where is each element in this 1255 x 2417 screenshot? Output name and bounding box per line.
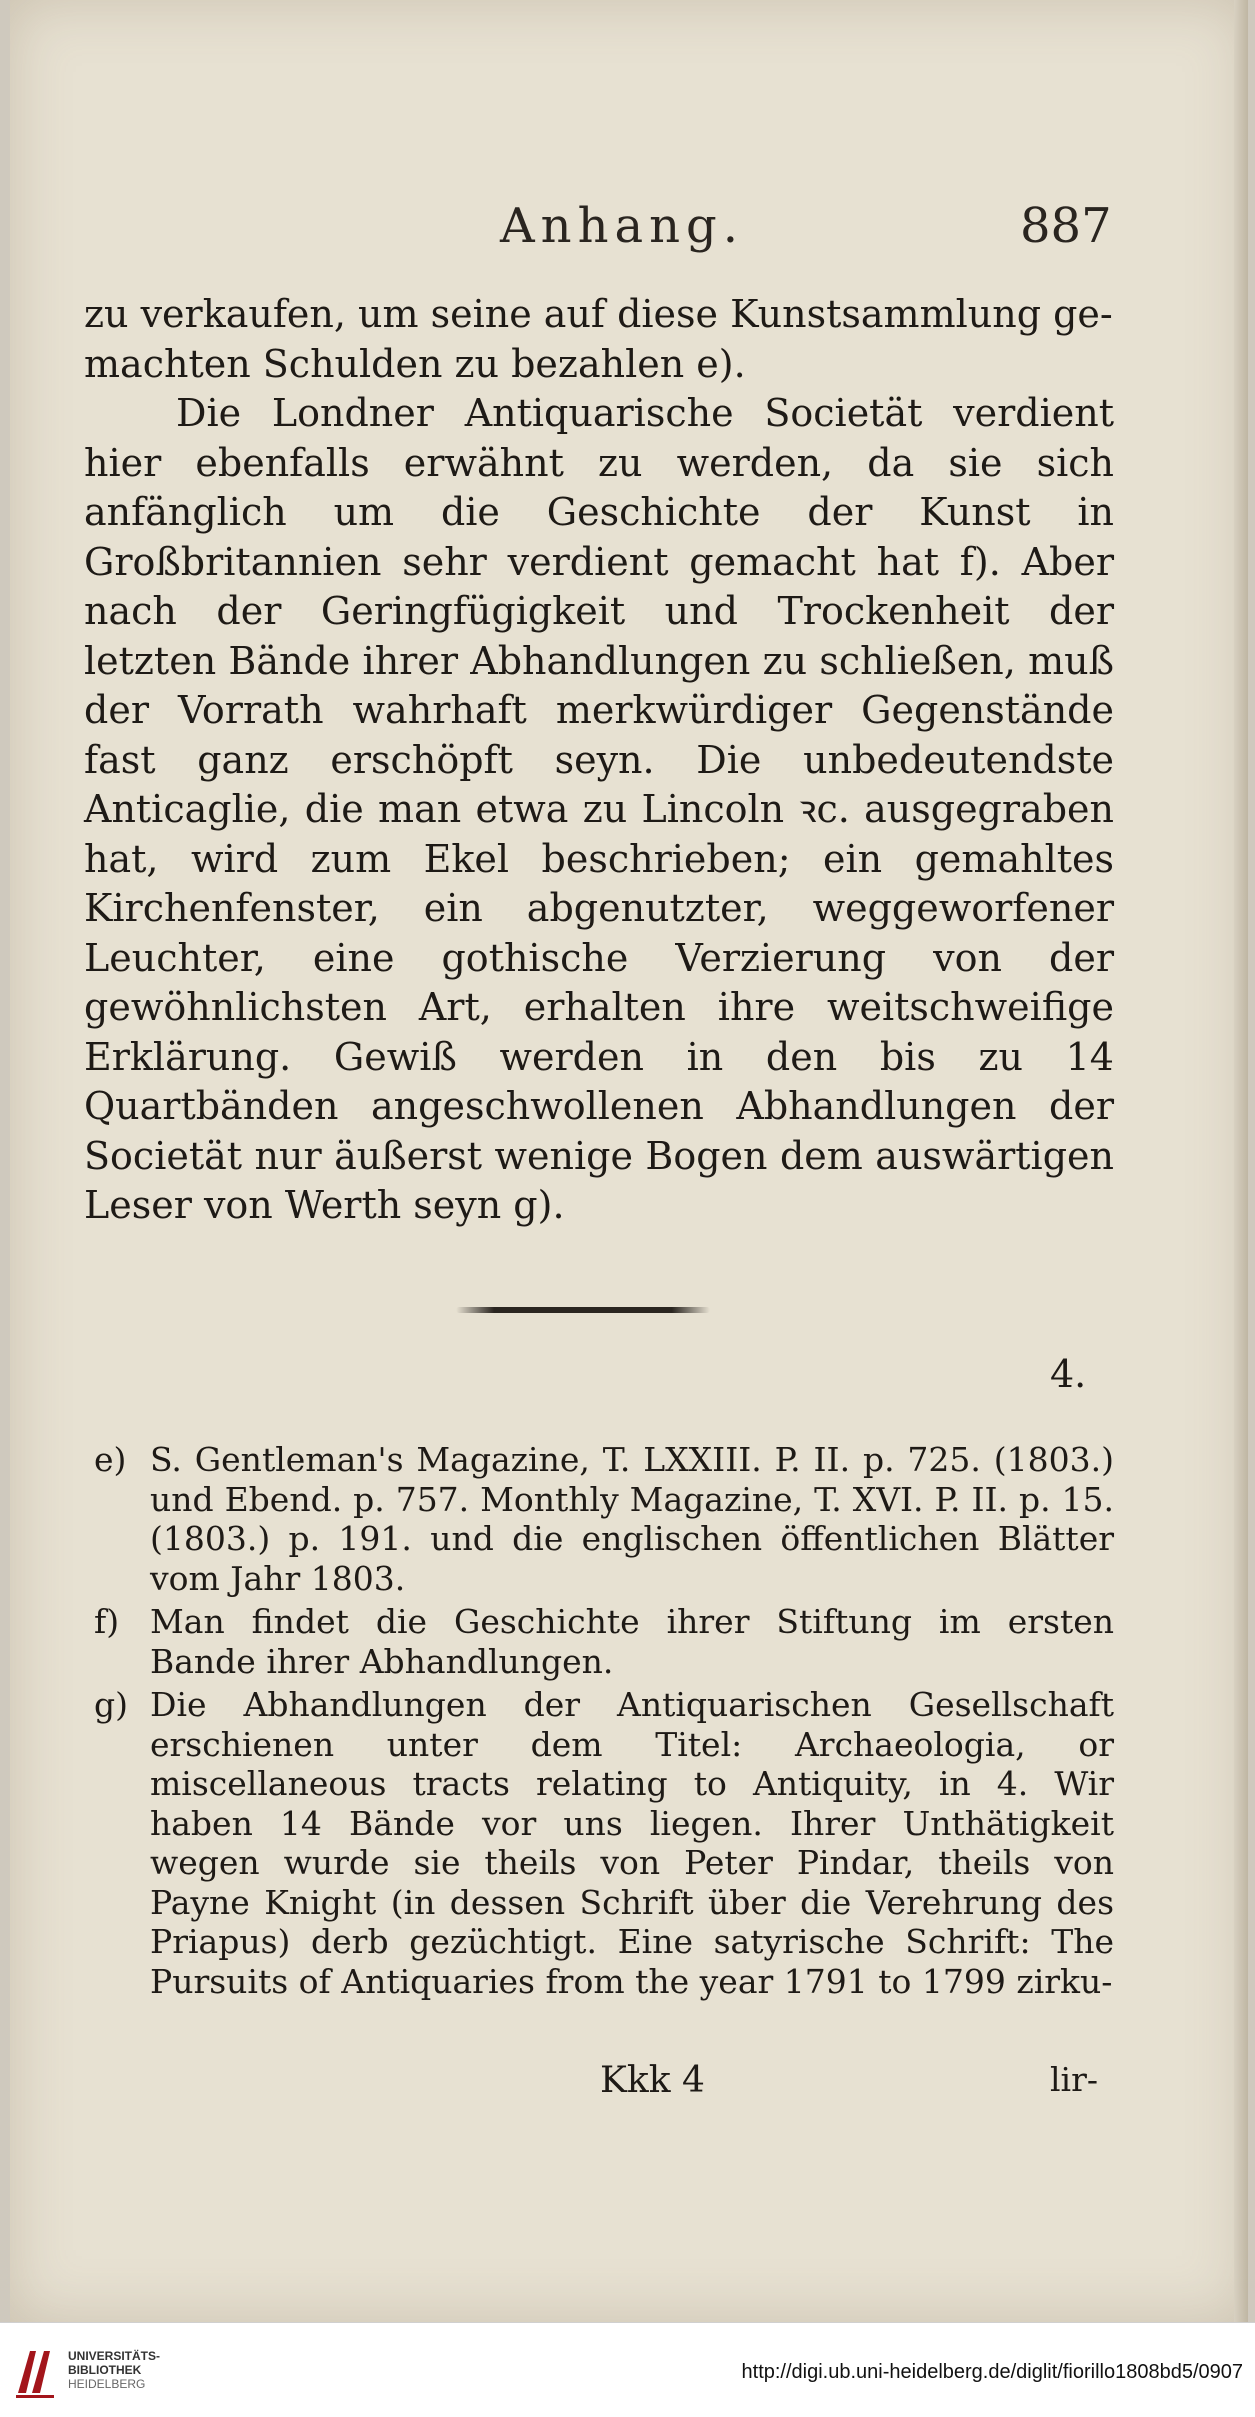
logo-line-3: HEIDELBERG [68, 2377, 146, 2391]
footnote-e [94, 1440, 1114, 1598]
footnote-mark: g) [94, 1685, 128, 1724]
body-line-1: zu verkaufen, um seine auf diese Kunstsammlung ge- [84, 292, 1113, 336]
body-text [84, 290, 1114, 1231]
catchword: 4. [1050, 1352, 1087, 1396]
signature-mark: Kkk 4 [600, 2060, 705, 2101]
logo-line-1: UNIVERSITÄTS- [68, 2349, 161, 2363]
viewer-footer [0, 2322, 1255, 2417]
footnote-text: S. Gentleman's Magazine, T. LXXIII. P. II. p. 725. (1803.) und Ebend. p. 757. Monthly Magazine, T. XVI. P. II. p. 15. (1803.) p. 191. und die englischen öffentlichen Blätter vom Jahr 1803. [150, 1440, 1114, 1598]
page-number: 887 [1020, 198, 1112, 254]
footnotes [94, 1440, 1114, 2005]
body-paragraph: Die Londner Antiquarische Societät verdient hier ebenfalls erwähnt zu werden, da sie sich anfänglich um die Geschichte der Kunst in Großbritannien sehr verdient gemacht hat f). Aber nach der Geringfügigkeit und Trockenheit der letzten Bände ihrer Abhandlungen zu schließen, muß der Vorrath wahrhaft merkwürdiger Gegenstände fast ganz erschöpft seyn. Die unbedeutendste Anticaglie, die man etwa zu Lincoln ꝛc. ausgegraben hat, wird zum Ekel beschrieben; ein gemahltes Kirchenfenster, ein abgenutzter, weggeworfener Leuchter, eine gothische Verzierung von der gewöhnlichsten Art, erhalten ihre weitschweifige Erklärung. Gewiß werden in den bis zu 14 Quartbänden angeschwollenen Abhandlungen der Societät nur äußerst wenige Bogen dem auswärtigen Leser von Werth seyn g). [84, 391, 1114, 1227]
book-page [10, 0, 1248, 2322]
library-logo[interactable] [12, 2341, 160, 2399]
page-edge [1234, 0, 1248, 2322]
body-line-2: machten Schulden zu bezahlen e). [84, 341, 746, 386]
footnote-f [94, 1602, 1114, 1681]
section-rule [456, 1307, 710, 1313]
footnote-mark: f) [94, 1602, 120, 1641]
signature-catchword: lir- [1050, 2060, 1099, 2099]
page-header [10, 198, 1248, 258]
library-crest-icon [12, 2341, 60, 2399]
footnote-mark: e) [94, 1440, 127, 1479]
footnote-text: Man findet die Geschichte ihrer Stiftung im ersten Bande ihrer Abhandlungen. [150, 1602, 1114, 1681]
running-head: Anhang. [500, 198, 745, 254]
footnote-text: Die Abhandlungen der Antiquarischen Gesellschaft erschienen unter dem Titel: Archaeologia, or miscellaneous tracts relating to Antiquity, in 4. Wir haben 14 Bände vor uns liegen. Ihrer Unthätigkeit wegen wurde sie theils von Peter Pindar, theils von Payne Knight (in dessen Schrift über die Verehrung des Priapus) derb gezüchtigt. Eine satyrische Schrift: The Pursuits of Antiquaries from the year 1791 to 1799 zirku- [150, 1685, 1114, 2001]
page-url[interactable]: http://digi.ub.uni-heidelberg.de/diglit/fiorillo1808bd5/0907 [741, 2361, 1243, 2383]
logo-line-2: BIBLIOTHEK [68, 2363, 142, 2377]
footnote-g [94, 1685, 1114, 2001]
library-name [68, 2349, 160, 2391]
